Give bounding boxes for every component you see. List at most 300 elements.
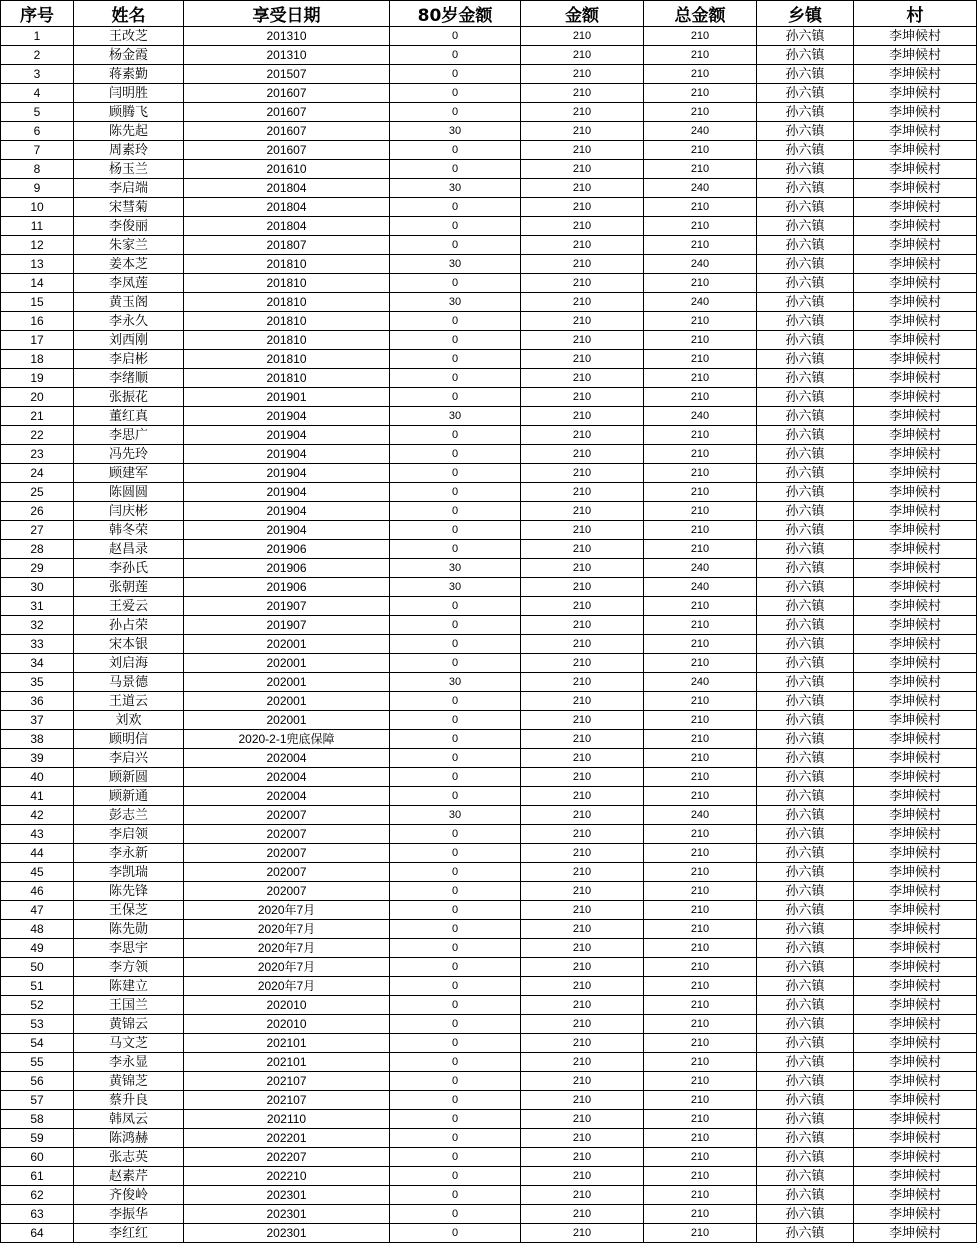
cell-total-amount: 210 <box>644 1072 757 1091</box>
cell-village: 李坤候村 <box>854 84 977 103</box>
cell-age80-amount: 0 <box>390 768 521 787</box>
cell-total-amount: 210 <box>644 958 757 977</box>
cell-township: 孙六镇 <box>757 863 854 882</box>
cell-total-amount: 210 <box>644 1167 757 1186</box>
cell-amount: 210 <box>521 1167 644 1186</box>
cell-start-date: 202201 <box>184 1129 390 1148</box>
cell-amount: 210 <box>521 350 644 369</box>
cell-township: 孙六镇 <box>757 578 854 597</box>
cell-total-amount: 210 <box>644 540 757 559</box>
cell-village: 李坤候村 <box>854 1110 977 1129</box>
cell-name: 王国兰 <box>74 996 184 1015</box>
table-row <box>1 635 977 654</box>
cell-village: 李坤候村 <box>854 331 977 350</box>
cell-name: 张振花 <box>74 388 184 407</box>
cell-village: 李坤候村 <box>854 1205 977 1224</box>
cell-start-date: 202010 <box>184 996 390 1015</box>
cell-township: 孙六镇 <box>757 1091 854 1110</box>
cell-township: 孙六镇 <box>757 730 854 749</box>
cell-start-date: 202004 <box>184 768 390 787</box>
cell-amount: 210 <box>521 635 644 654</box>
cell-township: 孙六镇 <box>757 179 854 198</box>
cell-index: 40 <box>1 768 74 787</box>
cell-start-date: 202010 <box>184 1015 390 1034</box>
cell-amount: 210 <box>521 407 644 426</box>
cell-amount: 210 <box>521 1224 644 1243</box>
cell-village: 李坤候村 <box>854 711 977 730</box>
cell-age80-amount: 0 <box>390 977 521 996</box>
table-row <box>1 521 977 540</box>
cell-age80-amount: 0 <box>390 1167 521 1186</box>
cell-township: 孙六镇 <box>757 27 854 46</box>
cell-index: 27 <box>1 521 74 540</box>
table-row <box>1 749 977 768</box>
table-row <box>1 1091 977 1110</box>
cell-village: 李坤候村 <box>854 692 977 711</box>
cell-village: 李坤候村 <box>854 293 977 312</box>
cell-start-date: 202101 <box>184 1053 390 1072</box>
table-row <box>1 293 977 312</box>
cell-village: 李坤候村 <box>854 863 977 882</box>
cell-total-amount: 210 <box>644 711 757 730</box>
cell-village: 李坤候村 <box>854 1034 977 1053</box>
cell-index: 58 <box>1 1110 74 1129</box>
cell-index: 10 <box>1 198 74 217</box>
cell-total-amount: 210 <box>644 1015 757 1034</box>
cell-total-amount: 210 <box>644 977 757 996</box>
cell-village: 李坤候村 <box>854 217 977 236</box>
cell-start-date: 202110 <box>184 1110 390 1129</box>
cell-start-date: 201810 <box>184 369 390 388</box>
cell-name: 杨玉兰 <box>74 160 184 179</box>
cell-township: 孙六镇 <box>757 1034 854 1053</box>
cell-index: 20 <box>1 388 74 407</box>
cell-amount: 210 <box>521 274 644 293</box>
header-total-amount: 总金额 <box>644 1 757 27</box>
cell-township: 孙六镇 <box>757 1053 854 1072</box>
cell-start-date: 202301 <box>184 1205 390 1224</box>
cell-amount: 210 <box>521 692 644 711</box>
cell-index: 53 <box>1 1015 74 1034</box>
cell-total-amount: 240 <box>644 578 757 597</box>
cell-township: 孙六镇 <box>757 312 854 331</box>
cell-start-date: 202210 <box>184 1167 390 1186</box>
table-row <box>1 806 977 825</box>
cell-index: 18 <box>1 350 74 369</box>
cell-village: 李坤候村 <box>854 578 977 597</box>
cell-age80-amount: 0 <box>390 141 521 160</box>
table-header <box>1 1 977 27</box>
cell-township: 孙六镇 <box>757 426 854 445</box>
header-name: 姓名 <box>74 1 184 27</box>
cell-name: 齐俊岭 <box>74 1186 184 1205</box>
cell-name: 姜本芝 <box>74 255 184 274</box>
cell-name: 李绪顺 <box>74 369 184 388</box>
cell-name: 李永显 <box>74 1053 184 1072</box>
cell-amount: 210 <box>521 1186 644 1205</box>
cell-village: 李坤候村 <box>854 46 977 65</box>
cell-village: 李坤候村 <box>854 483 977 502</box>
cell-township: 孙六镇 <box>757 46 854 65</box>
cell-age80-amount: 0 <box>390 825 521 844</box>
cell-village: 李坤候村 <box>854 1129 977 1148</box>
cell-age80-amount: 0 <box>390 1224 521 1243</box>
cell-name: 刘欢 <box>74 711 184 730</box>
cell-start-date: 201907 <box>184 597 390 616</box>
table-row <box>1 502 977 521</box>
cell-township: 孙六镇 <box>757 388 854 407</box>
cell-age80-amount: 0 <box>390 445 521 464</box>
cell-township: 孙六镇 <box>757 844 854 863</box>
cell-age80-amount: 0 <box>390 1148 521 1167</box>
cell-amount: 210 <box>521 426 644 445</box>
cell-start-date: 201810 <box>184 331 390 350</box>
cell-age80-amount: 0 <box>390 84 521 103</box>
cell-amount: 210 <box>521 312 644 331</box>
cell-amount: 210 <box>521 521 644 540</box>
cell-township: 孙六镇 <box>757 711 854 730</box>
table-row <box>1 103 977 122</box>
cell-name: 韩凤云 <box>74 1110 184 1129</box>
cell-index: 41 <box>1 787 74 806</box>
cell-amount: 210 <box>521 1148 644 1167</box>
cell-total-amount: 210 <box>644 692 757 711</box>
cell-index: 37 <box>1 711 74 730</box>
cell-township: 孙六镇 <box>757 749 854 768</box>
cell-amount: 210 <box>521 1053 644 1072</box>
cell-start-date: 201607 <box>184 122 390 141</box>
cell-age80-amount: 0 <box>390 369 521 388</box>
cell-index: 64 <box>1 1224 74 1243</box>
table-row <box>1 920 977 939</box>
cell-amount: 210 <box>521 806 644 825</box>
cell-total-amount: 210 <box>644 217 757 236</box>
cell-age80-amount: 30 <box>390 122 521 141</box>
cell-name: 陈建立 <box>74 977 184 996</box>
cell-index: 43 <box>1 825 74 844</box>
cell-index: 57 <box>1 1091 74 1110</box>
cell-age80-amount: 0 <box>390 1129 521 1148</box>
cell-total-amount: 240 <box>644 122 757 141</box>
cell-total-amount: 210 <box>644 863 757 882</box>
cell-age80-amount: 30 <box>390 806 521 825</box>
table-row <box>1 863 977 882</box>
table-row <box>1 217 977 236</box>
cell-township: 孙六镇 <box>757 1186 854 1205</box>
cell-township: 孙六镇 <box>757 464 854 483</box>
cell-township: 孙六镇 <box>757 502 854 521</box>
cell-township: 孙六镇 <box>757 1015 854 1034</box>
cell-index: 24 <box>1 464 74 483</box>
table-row <box>1 369 977 388</box>
table-row <box>1 616 977 635</box>
cell-total-amount: 210 <box>644 198 757 217</box>
cell-village: 李坤候村 <box>854 27 977 46</box>
cell-start-date: 201810 <box>184 350 390 369</box>
cell-amount: 210 <box>521 597 644 616</box>
cell-township: 孙六镇 <box>757 939 854 958</box>
table-row <box>1 1053 977 1072</box>
cell-name: 顾建军 <box>74 464 184 483</box>
cell-age80-amount: 0 <box>390 1015 521 1034</box>
cell-township: 孙六镇 <box>757 483 854 502</box>
cell-amount: 210 <box>521 255 644 274</box>
cell-township: 孙六镇 <box>757 122 854 141</box>
cell-index: 28 <box>1 540 74 559</box>
cell-village: 李坤候村 <box>854 350 977 369</box>
cell-amount: 210 <box>521 711 644 730</box>
cell-start-date: 201804 <box>184 179 390 198</box>
header-index: 序号 <box>1 1 74 27</box>
cell-start-date: 202007 <box>184 806 390 825</box>
cell-index: 17 <box>1 331 74 350</box>
cell-start-date: 202001 <box>184 711 390 730</box>
cell-index: 14 <box>1 274 74 293</box>
cell-age80-amount: 0 <box>390 1205 521 1224</box>
cell-total-amount: 240 <box>644 255 757 274</box>
cell-village: 李坤候村 <box>854 388 977 407</box>
cell-age80-amount: 0 <box>390 1091 521 1110</box>
cell-age80-amount: 0 <box>390 711 521 730</box>
table-row <box>1 730 977 749</box>
cell-township: 孙六镇 <box>757 236 854 255</box>
cell-total-amount: 210 <box>644 103 757 122</box>
cell-village: 李坤候村 <box>854 521 977 540</box>
table-row <box>1 540 977 559</box>
cell-township: 孙六镇 <box>757 540 854 559</box>
cell-amount: 210 <box>521 939 644 958</box>
cell-township: 孙六镇 <box>757 331 854 350</box>
cell-name: 宋彗菊 <box>74 198 184 217</box>
cell-start-date: 201904 <box>184 426 390 445</box>
cell-age80-amount: 0 <box>390 1034 521 1053</box>
table-row <box>1 939 977 958</box>
cell-index: 63 <box>1 1205 74 1224</box>
cell-amount: 210 <box>521 502 644 521</box>
cell-total-amount: 210 <box>644 1148 757 1167</box>
cell-index: 54 <box>1 1034 74 1053</box>
cell-township: 孙六镇 <box>757 160 854 179</box>
cell-amount: 210 <box>521 483 644 502</box>
cell-age80-amount: 0 <box>390 749 521 768</box>
cell-age80-amount: 0 <box>390 426 521 445</box>
cell-name: 王保芝 <box>74 901 184 920</box>
cell-index: 38 <box>1 730 74 749</box>
cell-village: 李坤候村 <box>854 730 977 749</box>
cell-age80-amount: 0 <box>390 331 521 350</box>
cell-township: 孙六镇 <box>757 806 854 825</box>
cell-start-date: 2020-2-1兜底保障 <box>184 730 390 749</box>
header-start-date: 享受日期 <box>184 1 390 27</box>
table-row <box>1 654 977 673</box>
cell-age80-amount: 30 <box>390 673 521 692</box>
cell-name: 马景德 <box>74 673 184 692</box>
header-village: 村 <box>854 1 977 27</box>
cell-township: 孙六镇 <box>757 787 854 806</box>
cell-amount: 210 <box>521 559 644 578</box>
cell-age80-amount: 0 <box>390 521 521 540</box>
cell-name: 周素玲 <box>74 141 184 160</box>
cell-age80-amount: 30 <box>390 407 521 426</box>
cell-age80-amount: 0 <box>390 920 521 939</box>
cell-index: 9 <box>1 179 74 198</box>
cell-index: 21 <box>1 407 74 426</box>
cell-name: 董红真 <box>74 407 184 426</box>
cell-start-date: 201804 <box>184 198 390 217</box>
cell-index: 47 <box>1 901 74 920</box>
cell-index: 42 <box>1 806 74 825</box>
cell-village: 李坤候村 <box>854 673 977 692</box>
cell-amount: 210 <box>521 996 644 1015</box>
cell-name: 张志英 <box>74 1148 184 1167</box>
cell-age80-amount: 0 <box>390 958 521 977</box>
cell-village: 李坤候村 <box>854 198 977 217</box>
cell-name: 黄锦芝 <box>74 1072 184 1091</box>
cell-amount: 210 <box>521 198 644 217</box>
cell-total-amount: 210 <box>644 331 757 350</box>
cell-township: 孙六镇 <box>757 559 854 578</box>
cell-total-amount: 210 <box>644 426 757 445</box>
table-row <box>1 1034 977 1053</box>
cell-amount: 210 <box>521 1091 644 1110</box>
cell-total-amount: 210 <box>644 521 757 540</box>
cell-start-date: 201904 <box>184 502 390 521</box>
cell-village: 李坤候村 <box>854 502 977 521</box>
cell-township: 孙六镇 <box>757 84 854 103</box>
cell-start-date: 202001 <box>184 692 390 711</box>
cell-total-amount: 210 <box>644 464 757 483</box>
cell-total-amount: 210 <box>644 1129 757 1148</box>
cell-index: 16 <box>1 312 74 331</box>
cell-village: 李坤候村 <box>854 65 977 84</box>
cell-amount: 210 <box>521 160 644 179</box>
cell-age80-amount: 0 <box>390 103 521 122</box>
cell-village: 李坤候村 <box>854 920 977 939</box>
table-row <box>1 1205 977 1224</box>
table-row <box>1 27 977 46</box>
cell-village: 李坤候村 <box>854 654 977 673</box>
table-row <box>1 958 977 977</box>
cell-village: 李坤候村 <box>854 882 977 901</box>
cell-amount: 210 <box>521 787 644 806</box>
cell-index: 26 <box>1 502 74 521</box>
cell-start-date: 201907 <box>184 616 390 635</box>
cell-start-date: 202101 <box>184 1034 390 1053</box>
table-row <box>1 274 977 293</box>
cell-start-date: 2020年7月 <box>184 977 390 996</box>
cell-township: 孙六镇 <box>757 1224 854 1243</box>
cell-start-date: 201810 <box>184 312 390 331</box>
cell-amount: 210 <box>521 1205 644 1224</box>
cell-amount: 210 <box>521 331 644 350</box>
table-row <box>1 198 977 217</box>
cell-total-amount: 210 <box>644 996 757 1015</box>
cell-township: 孙六镇 <box>757 977 854 996</box>
cell-amount: 210 <box>521 122 644 141</box>
cell-index: 15 <box>1 293 74 312</box>
cell-total-amount: 210 <box>644 46 757 65</box>
cell-village: 李坤候村 <box>854 806 977 825</box>
cell-name: 陈先锋 <box>74 882 184 901</box>
cell-township: 孙六镇 <box>757 293 854 312</box>
cell-start-date: 201904 <box>184 464 390 483</box>
cell-township: 孙六镇 <box>757 1148 854 1167</box>
cell-index: 59 <box>1 1129 74 1148</box>
table-row <box>1 122 977 141</box>
cell-index: 1 <box>1 27 74 46</box>
cell-village: 李坤候村 <box>854 597 977 616</box>
table-row <box>1 787 977 806</box>
cell-start-date: 201810 <box>184 274 390 293</box>
cell-index: 2 <box>1 46 74 65</box>
cell-village: 李坤候村 <box>854 635 977 654</box>
cell-name: 彭志兰 <box>74 806 184 825</box>
cell-index: 48 <box>1 920 74 939</box>
cell-age80-amount: 0 <box>390 236 521 255</box>
cell-amount: 210 <box>521 977 644 996</box>
cell-name: 李孙氏 <box>74 559 184 578</box>
cell-index: 30 <box>1 578 74 597</box>
table-row <box>1 464 977 483</box>
cell-village: 李坤候村 <box>854 464 977 483</box>
cell-age80-amount: 0 <box>390 388 521 407</box>
cell-index: 6 <box>1 122 74 141</box>
cell-township: 孙六镇 <box>757 1072 854 1091</box>
cell-age80-amount: 0 <box>390 901 521 920</box>
cell-index: 49 <box>1 939 74 958</box>
cell-village: 李坤候村 <box>854 749 977 768</box>
cell-index: 13 <box>1 255 74 274</box>
cell-name: 李方领 <box>74 958 184 977</box>
cell-amount: 210 <box>521 293 644 312</box>
cell-name: 刘西刚 <box>74 331 184 350</box>
cell-age80-amount: 30 <box>390 293 521 312</box>
cell-start-date: 202007 <box>184 825 390 844</box>
cell-name: 顾腾飞 <box>74 103 184 122</box>
cell-amount: 210 <box>521 958 644 977</box>
cell-village: 李坤候村 <box>854 901 977 920</box>
cell-total-amount: 210 <box>644 768 757 787</box>
cell-start-date: 202107 <box>184 1091 390 1110</box>
cell-total-amount: 210 <box>644 160 757 179</box>
cell-village: 李坤候村 <box>854 1072 977 1091</box>
cell-village: 李坤候村 <box>854 1015 977 1034</box>
table-row <box>1 1148 977 1167</box>
cell-township: 孙六镇 <box>757 103 854 122</box>
cell-index: 22 <box>1 426 74 445</box>
cell-total-amount: 210 <box>644 654 757 673</box>
cell-name: 蒋素勤 <box>74 65 184 84</box>
cell-township: 孙六镇 <box>757 1205 854 1224</box>
table-row <box>1 160 977 179</box>
cell-index: 32 <box>1 616 74 635</box>
cell-age80-amount: 0 <box>390 597 521 616</box>
cell-total-amount: 210 <box>644 597 757 616</box>
cell-township: 孙六镇 <box>757 882 854 901</box>
cell-start-date: 201906 <box>184 578 390 597</box>
header-amount: 金额 <box>521 1 644 27</box>
cell-village: 李坤候村 <box>854 559 977 578</box>
cell-start-date: 201804 <box>184 217 390 236</box>
cell-name: 王道云 <box>74 692 184 711</box>
cell-name: 赵素芹 <box>74 1167 184 1186</box>
cell-total-amount: 210 <box>644 65 757 84</box>
cell-total-amount: 240 <box>644 673 757 692</box>
cell-age80-amount: 30 <box>390 559 521 578</box>
cell-name: 张朝莲 <box>74 578 184 597</box>
cell-age80-amount: 0 <box>390 730 521 749</box>
cell-amount: 210 <box>521 84 644 103</box>
